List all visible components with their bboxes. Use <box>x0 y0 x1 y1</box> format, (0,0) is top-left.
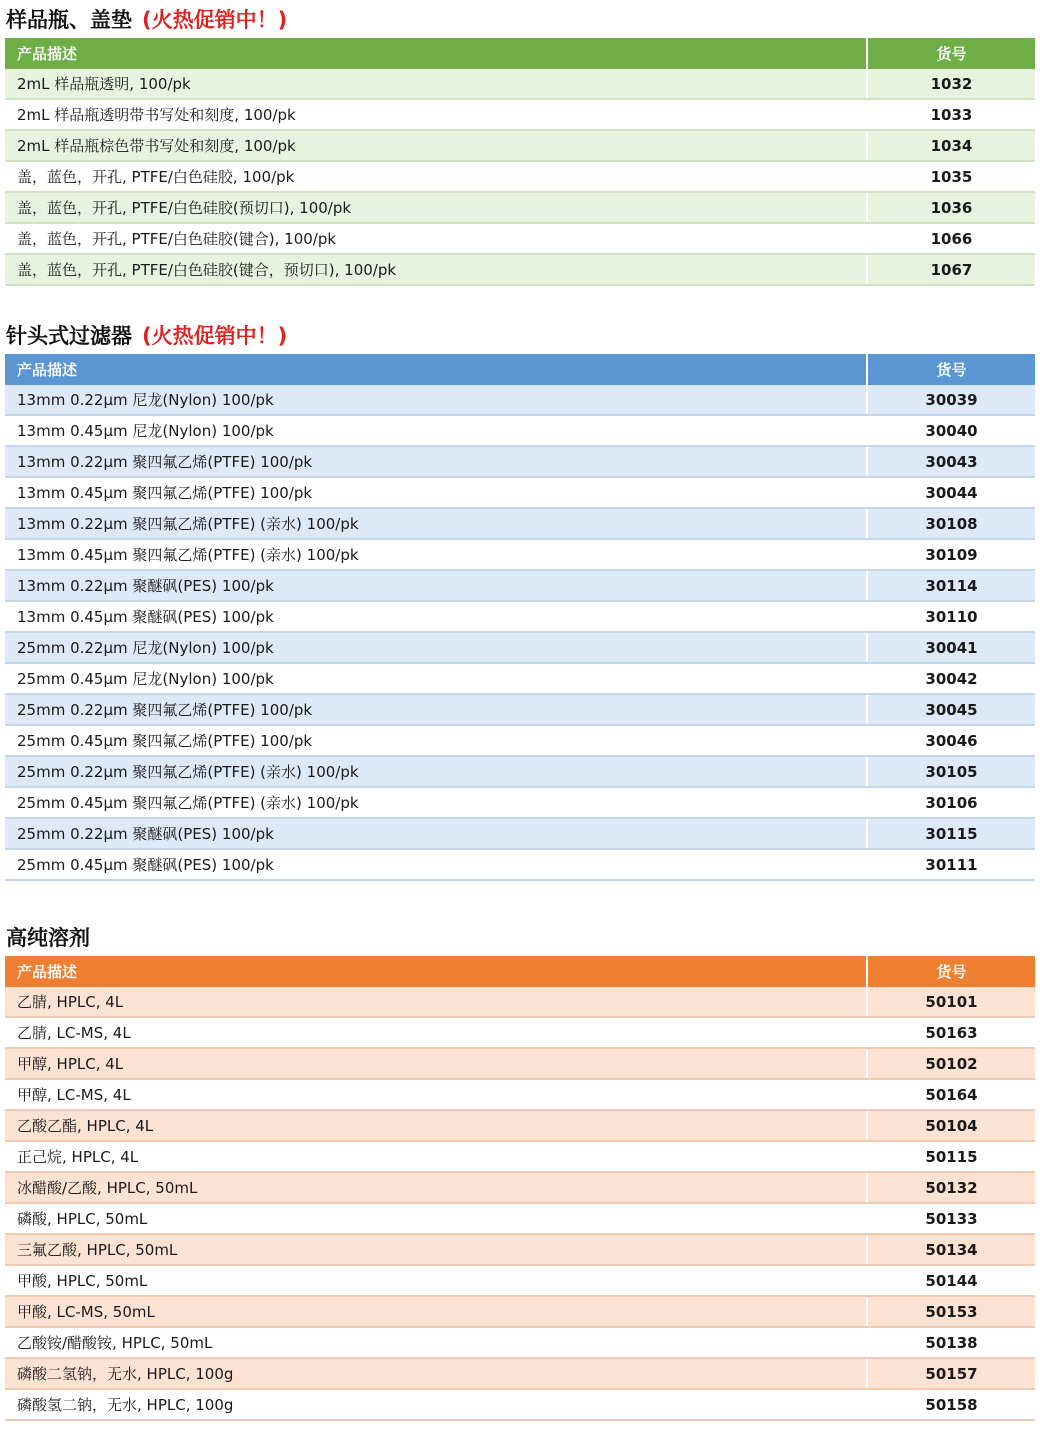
section-solvents <box>5 920 1035 1421</box>
product-description: 13mm 0.45μm 聚醚砜(PES) 100/pk <box>5 601 867 632</box>
product-description: 25mm 0.45μm 聚四氟乙烯(PTFE) 100/pk <box>5 725 867 756</box>
section-vials-caps <box>5 2 1035 286</box>
section-title <box>5 2 1035 38</box>
table-row <box>5 99 1035 130</box>
table-row <box>5 1172 1035 1203</box>
product-description: 盖，蓝色，开孔, PTFE/白色硅胶(键合), 100/pk <box>5 223 867 254</box>
table-row <box>5 601 1035 632</box>
product-description: 13mm 0.22μm 聚四氟乙烯(PTFE) (亲水) 100/pk <box>5 508 867 539</box>
product-description: 2mL 样品瓶棕色带书写处和刻度, 100/pk <box>5 130 867 161</box>
table-row <box>5 849 1035 880</box>
product-description: 乙腈, HPLC, 4L <box>5 987 867 1017</box>
product-description: 25mm 0.45μm 聚醚砜(PES) 100/pk <box>5 849 867 880</box>
item-number: 50132 <box>867 1172 1035 1203</box>
item-number: 1067 <box>867 254 1035 285</box>
table-row <box>5 1358 1035 1389</box>
item-number: 30046 <box>867 725 1035 756</box>
item-number: 50164 <box>867 1079 1035 1110</box>
table-row <box>5 539 1035 570</box>
table-row <box>5 663 1035 694</box>
item-number: 50102 <box>867 1048 1035 1079</box>
product-description: 盖，蓝色，开孔, PTFE/白色硅胶(预切口), 100/pk <box>5 192 867 223</box>
table-row <box>5 254 1035 285</box>
table-row <box>5 130 1035 161</box>
promo-label: (火热促销中！) <box>142 8 288 32</box>
item-number: 30111 <box>867 849 1035 880</box>
header-description: 产品描述 <box>5 38 867 69</box>
section-title <box>5 920 1035 956</box>
item-number: 50157 <box>867 1358 1035 1389</box>
item-number: 50163 <box>867 1017 1035 1048</box>
product-description: 13mm 0.45μm 尼龙(Nylon) 100/pk <box>5 415 867 446</box>
section-title-text: 高纯溶剂 <box>6 926 90 950</box>
item-number: 30110 <box>867 601 1035 632</box>
table-row <box>5 1048 1035 1079</box>
product-description: 磷酸二氢钠，无水, HPLC, 100g <box>5 1358 867 1389</box>
table-row <box>5 1079 1035 1110</box>
table-row <box>5 69 1035 99</box>
header-description: 产品描述 <box>5 354 867 385</box>
table-row <box>5 787 1035 818</box>
product-description: 25mm 0.22μm 聚四氟乙烯(PTFE) 100/pk <box>5 694 867 725</box>
item-number: 50144 <box>867 1265 1035 1296</box>
product-description: 盖，蓝色，开孔, PTFE/白色硅胶, 100/pk <box>5 161 867 192</box>
header-item-number: 货号 <box>867 956 1035 987</box>
item-number: 30114 <box>867 570 1035 601</box>
product-description: 冰醋酸/乙酸, HPLC, 50mL <box>5 1172 867 1203</box>
item-number: 1034 <box>867 130 1035 161</box>
product-description: 25mm 0.22μm 尼龙(Nylon) 100/pk <box>5 632 867 663</box>
item-number: 1033 <box>867 99 1035 130</box>
product-table <box>5 354 1035 881</box>
table-row <box>5 508 1035 539</box>
item-number: 50158 <box>867 1389 1035 1420</box>
table-row <box>5 570 1035 601</box>
product-description: 盖，蓝色，开孔, PTFE/白色硅胶(键合，预切口), 100/pk <box>5 254 867 285</box>
table-row <box>5 1017 1035 1048</box>
table-row <box>5 756 1035 787</box>
item-number: 50101 <box>867 987 1035 1017</box>
table-row <box>5 1203 1035 1234</box>
item-number: 30043 <box>867 446 1035 477</box>
table-row <box>5 192 1035 223</box>
product-description: 2mL 样品瓶透明带书写处和刻度, 100/pk <box>5 99 867 130</box>
item-number: 1036 <box>867 192 1035 223</box>
table-header-row <box>5 956 1035 987</box>
product-description: 磷酸, HPLC, 50mL <box>5 1203 867 1234</box>
product-description: 甲酸, LC-MS, 50mL <box>5 1296 867 1327</box>
item-number: 1066 <box>867 223 1035 254</box>
table-row <box>5 1110 1035 1141</box>
product-description: 13mm 0.22μm 聚四氟乙烯(PTFE) 100/pk <box>5 446 867 477</box>
table-row <box>5 1234 1035 1265</box>
header-description: 产品描述 <box>5 956 867 987</box>
table-row <box>5 161 1035 192</box>
product-description: 乙酸铵/醋酸铵, HPLC, 50mL <box>5 1327 867 1358</box>
table-header-row <box>5 354 1035 385</box>
table-row <box>5 1389 1035 1420</box>
item-number: 50138 <box>867 1327 1035 1358</box>
item-number: 1032 <box>867 69 1035 99</box>
item-number: 50134 <box>867 1234 1035 1265</box>
product-description: 乙酸乙酯, HPLC, 4L <box>5 1110 867 1141</box>
item-number: 30109 <box>867 539 1035 570</box>
table-row <box>5 987 1035 1017</box>
header-item-number: 货号 <box>867 354 1035 385</box>
table-header-row <box>5 38 1035 69</box>
product-description: 甲醇, HPLC, 4L <box>5 1048 867 1079</box>
table-row <box>5 725 1035 756</box>
item-number: 30044 <box>867 477 1035 508</box>
product-description: 25mm 0.22μm 聚四氟乙烯(PTFE) (亲水) 100/pk <box>5 756 867 787</box>
product-description: 25mm 0.22μm 聚醚砜(PES) 100/pk <box>5 818 867 849</box>
table-row <box>5 632 1035 663</box>
product-description: 13mm 0.45μm 聚四氟乙烯(PTFE) 100/pk <box>5 477 867 508</box>
product-description: 甲酸, HPLC, 50mL <box>5 1265 867 1296</box>
item-number: 30041 <box>867 632 1035 663</box>
section-title-text: 针头式过滤器 <box>6 324 132 348</box>
item-number: 50104 <box>867 1110 1035 1141</box>
table-row <box>5 1327 1035 1358</box>
section-syringe-filters <box>5 318 1035 881</box>
product-description: 25mm 0.45μm 尼龙(Nylon) 100/pk <box>5 663 867 694</box>
table-row <box>5 223 1035 254</box>
product-description: 25mm 0.45μm 聚四氟乙烯(PTFE) (亲水) 100/pk <box>5 787 867 818</box>
header-item-number: 货号 <box>867 38 1035 69</box>
table-row <box>5 694 1035 725</box>
table-row <box>5 415 1035 446</box>
item-number: 30045 <box>867 694 1035 725</box>
item-number: 30106 <box>867 787 1035 818</box>
product-description: 正己烷, HPLC, 4L <box>5 1141 867 1172</box>
product-description: 13mm 0.22μm 聚醚砜(PES) 100/pk <box>5 570 867 601</box>
section-title <box>5 318 1035 354</box>
product-description: 三氟乙酸, HPLC, 50mL <box>5 1234 867 1265</box>
item-number: 30115 <box>867 818 1035 849</box>
product-description: 甲醇, LC-MS, 4L <box>5 1079 867 1110</box>
item-number: 50153 <box>867 1296 1035 1327</box>
product-description: 磷酸氢二钠，无水, HPLC, 100g <box>5 1389 867 1420</box>
product-description: 乙腈, LC-MS, 4L <box>5 1017 867 1048</box>
product-table <box>5 38 1035 286</box>
item-number: 30040 <box>867 415 1035 446</box>
product-description: 2mL 样品瓶透明, 100/pk <box>5 69 867 99</box>
table-row <box>5 1141 1035 1172</box>
item-number: 30108 <box>867 508 1035 539</box>
product-description: 13mm 0.22μm 尼龙(Nylon) 100/pk <box>5 385 867 415</box>
table-row <box>5 446 1035 477</box>
promo-label: (火热促销中！) <box>142 324 288 348</box>
item-number: 30042 <box>867 663 1035 694</box>
table-row <box>5 477 1035 508</box>
item-number: 50133 <box>867 1203 1035 1234</box>
table-row <box>5 385 1035 415</box>
product-table <box>5 956 1035 1421</box>
item-number: 30039 <box>867 385 1035 415</box>
item-number: 30105 <box>867 756 1035 787</box>
item-number: 50115 <box>867 1141 1035 1172</box>
product-description: 13mm 0.45μm 聚四氟乙烯(PTFE) (亲水) 100/pk <box>5 539 867 570</box>
table-row <box>5 1296 1035 1327</box>
item-number: 1035 <box>867 161 1035 192</box>
table-row <box>5 1265 1035 1296</box>
section-title-text: 样品瓶、盖垫 <box>6 8 132 32</box>
table-row <box>5 818 1035 849</box>
